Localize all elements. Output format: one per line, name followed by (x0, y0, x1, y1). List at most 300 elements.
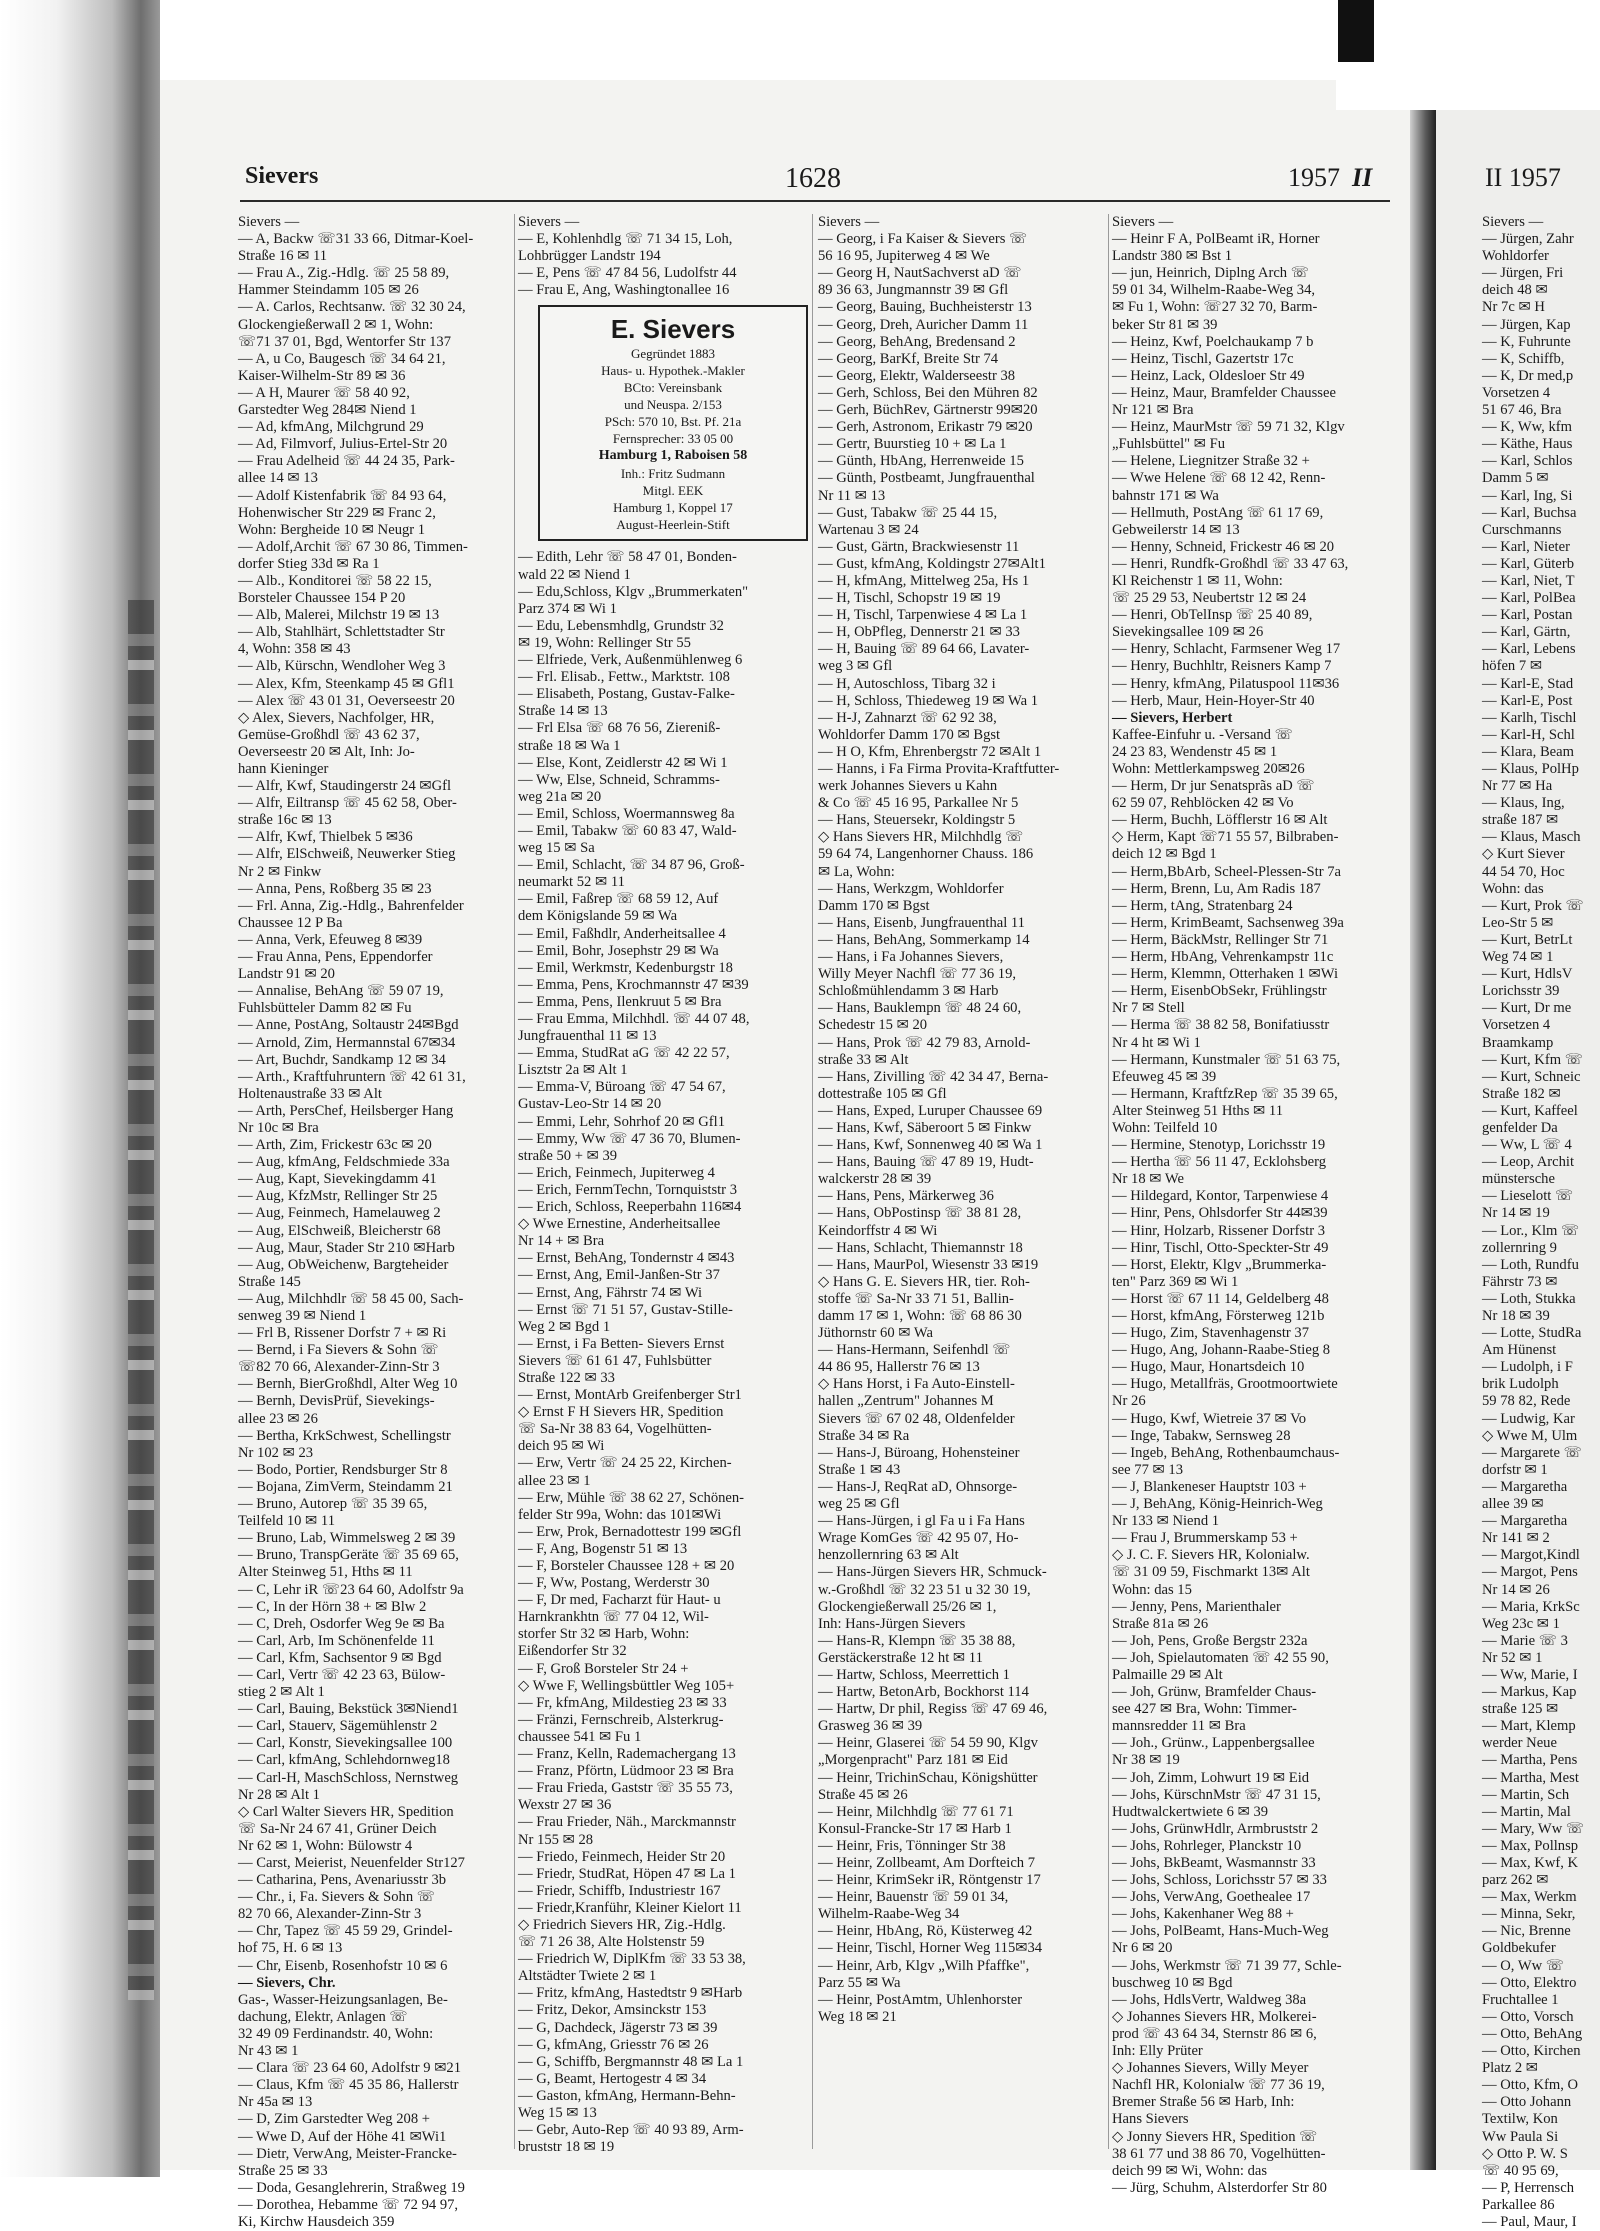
directory-entry-line: — Edith, Lehr ☏ 58 47 01, Bonden- (518, 549, 737, 566)
directory-entry-line: Alter Steinweg 51, Hths ✉ 11 (238, 1564, 413, 1581)
directory-column-3 (818, 214, 1112, 2169)
directory-entry-line: — Loth, Stukka (1482, 1290, 1576, 1307)
directory-entry-line: Weg 74 ✉ 1 (1482, 949, 1554, 966)
directory-entry-line: Lisztstr 2a ✉ Alt 1 (518, 1062, 628, 1079)
directory-entry-line: — Joh, Spielautomaten ☏ 42 55 90, (1112, 1649, 1329, 1666)
directory-entry-line: — Alfr, ElSchweiß, Neuwerker Stieg (238, 846, 456, 863)
directory-entry-line: — Hartw, Dr phil, Regiss ☏ 47 69 46, (818, 1701, 1048, 1718)
directory-entry-line: Hohenwischer Str 229 ✉ Franc 2, (238, 504, 436, 521)
directory-entry-line: — Bruno, Autorep ☏ 35 39 65, (238, 1496, 428, 1513)
directory-entry-line: — Loth, Rundfu (1482, 1256, 1579, 1273)
directory-entry-line: „Morgenpracht" Parz 181 ✉ Eid (818, 1752, 1008, 1769)
directory-entry-line: — Klaus, PolHp (1482, 761, 1579, 777)
directory-entry-line: — Carl, Bauing, Bekstück 3✉Niend1 (238, 1701, 459, 1718)
directory-entry-line: Straße 34 ✉ Ra (818, 1427, 910, 1444)
directory-entry-line: — Emma, Pens, Ilenkruut 5 ✉ Bra (518, 993, 722, 1010)
directory-entry-line: — Bernd, i Fa Sievers & Sohn ☏ (238, 1342, 439, 1359)
directory-entry-line: — K, Dr med,p (1482, 367, 1574, 384)
directory-entry-line: — Georg, Dreh, Auricher Damm 11 (818, 316, 1029, 333)
directory-entry-line: — Max, Werkm (1482, 1889, 1577, 1906)
directory-entry-line: ☏ 71 26 38, Alte Holstenstr 59 (518, 1934, 705, 1951)
directory-entry-line: Nr 4 ht ✉ Wi 1 (1112, 1034, 1201, 1051)
directory-entry-line: — Georg H, NautSachverst aD ☏ (818, 265, 1022, 282)
directory-entry-line: straße 50 + ✉ 39 (518, 1147, 618, 1164)
directory-entry-line: Schloßmühlendamm 3 ✉ Harb (818, 983, 999, 1000)
directory-entry-line: Wohn: Bergheide 10 ✉ Neugr 1 (238, 521, 426, 538)
directory-entry-line: Eißendorfer Str 32 (518, 1643, 627, 1660)
directory-entry-line: straße 16c ✉ 13 (238, 812, 332, 829)
directory-entry-line: — Leop, Archit (1482, 1154, 1575, 1171)
directory-entry-line: weg 3 ✉ Gfl (818, 658, 893, 675)
directory-entry-line: Nr 6 ✉ 20 (1112, 1940, 1173, 1957)
directory-entry-line: — F, Ww, Postang, Werderstr 30 (518, 1575, 710, 1592)
directory-entry-line: — Karl, Gärtn, (1482, 624, 1571, 641)
directory-entry-line: Weg 18 ✉ 21 (818, 2008, 897, 2025)
column-separator (812, 214, 813, 2149)
page-header-name: Sievers (245, 163, 319, 189)
directory-entry-line: — Karl, Ing, Si (1482, 487, 1573, 504)
directory-entry-line: 56 16 95, Jupiterweg 4 ✉ We (818, 248, 990, 265)
directory-entry-line: — Martin, Sch (1482, 1786, 1570, 1803)
directory-entry-line: — Jürgen, Zahr (1482, 231, 1574, 248)
directory-entry-line: Schedestr 15 ✉ 20 (818, 1017, 928, 1034)
directory-entry-line: Wohn: das 15 (1112, 1581, 1192, 1598)
directory-entry-line: Nr 133 ✉ Niend 1 (1112, 1513, 1220, 1530)
directory-entry-line: — Johs, PolBeamt, Hans-Much-Weg (1112, 1923, 1329, 1940)
directory-entry-line: beker Str 81 ✉ 39 (1112, 316, 1218, 333)
directory-entry-line: ◇ Johannes Sievers, Willy Meyer (1112, 2060, 1309, 2077)
directory-entry-line: Nr 45a ✉ 13 (238, 2094, 313, 2111)
directory-entry-line: ◇ Wwe Ernestine, Anderheitsallee (518, 1216, 721, 1233)
directory-entry-line: Kaiser-Wilhelm-Str 89 ✉ 36 (238, 367, 406, 384)
directory-entry-line: — J, BehAng, König-Heinrich-Weg (1112, 1496, 1323, 1513)
ad-title: E. Sievers (610, 314, 736, 345)
directory-entry-line: — Hans, BehAng, Sommerkamp 14 (818, 931, 1030, 948)
directory-entry-line: — Fr, kfmAng, Mildestieg 23 ✉ 33 (518, 1694, 727, 1711)
directory-entry-line: — Frau J, Brummerskamp 53 + (1112, 1530, 1298, 1547)
directory-entry-line: Straße 45 ✉ 26 (818, 1786, 908, 1803)
directory-entry-line: Wohn: Mettlerkampsweg 20✉26 (1112, 761, 1305, 777)
directory-entry-line: — Hans, ObPostinsp ☏ 38 81 28, (818, 1205, 1022, 1222)
directory-entry-line: — Johs, GrünwHdlr, Armbruststr 2 (1112, 1820, 1319, 1837)
directory-entry-line: ◇ Kurt Siever (1482, 846, 1565, 863)
directory-entry-line: neumarkt 52 ✉ 11 (518, 874, 625, 891)
directory-entry-line: — Gust, Tabakw ☏ 25 44 15, (818, 504, 998, 521)
directory-entry-line: bahnstr 171 ✉ Wa (1112, 487, 1219, 504)
directory-entry-line: — Herm, Dr jur Senatsprãs aD ☏ (1112, 778, 1315, 795)
directory-entry-line: — Hans, Steuersekr, Koldingstr 5 (818, 812, 1016, 829)
directory-entry-line: — Erw, Vertr ☏ 24 25 22, Kirchen- (518, 1455, 732, 1472)
directory-entry-line: Leo-Str 5 ✉ (1482, 914, 1554, 931)
directory-entry-line: — Mart, Klemp (1482, 1718, 1576, 1735)
directory-entry-line: — Heinr, PostAmtm, Uhlenhorster (818, 1991, 1023, 2008)
directory-entry-line: Straße 122 ✉ 33 (518, 1369, 615, 1386)
directory-entry-line: straße 187 ✉ (1482, 812, 1559, 829)
directory-entry-line: — Margaretha (1482, 1513, 1568, 1530)
directory-entry-line: Sievers — (1482, 214, 1544, 230)
directory-entry-line: — Heinz, MaurMstr ☏ 59 71 32, Klgv (1112, 419, 1345, 436)
directory-entry-line: — Lieselott ☏ (1482, 1188, 1574, 1205)
directory-entry-line: Straße 182 ✉ (1482, 1085, 1561, 1102)
directory-entry-line: — Hans-J, ReqRat aD, Ohnsorge- (818, 1478, 1018, 1495)
directory-entry-line: Nr 28 ✉ Alt 1 (238, 1786, 320, 1803)
directory-entry-line: — C, In der Hörn 38 + ✉ Blw 2 (238, 1598, 427, 1615)
directory-entry-line: Sievers — (518, 214, 580, 230)
directory-entry-line: — Hans, MaurPol, Wiesenstr 33 ✉19 (818, 1256, 1039, 1273)
directory-entry-line: — Heinr, TrichinSchau, Königshütter (818, 1769, 1038, 1786)
directory-entry-line: — Doda, Gesanglehrerin, Straßweg 19 (238, 2179, 465, 2196)
directory-entry-line: 59 64 74, Langenhorner Chauss. 186 (818, 846, 1034, 863)
directory-entry-line: — P, Herrensch (1482, 2179, 1575, 2196)
ad-line: Haus- u. Hypothek.-Makler (601, 363, 745, 379)
directory-entry-line: mannsredder 11 ✉ Bra (1112, 1718, 1246, 1735)
directory-entry-line: Lohbrügger Landstr 194 (518, 248, 661, 265)
directory-entry-line: — Arnold, Zim, Hermannstal 67✉34 (238, 1034, 456, 1051)
directory-entry-line: damm 17 ✉ 1, Wohn: ☏ 68 86 30 (818, 1308, 1022, 1324)
directory-entry-line: Gebweilerstr 14 ✉ 13 (1112, 521, 1240, 538)
directory-entry-line: — H, Schloss, Thiedeweg 19 ✉ Wa 1 (818, 692, 1039, 709)
page-header-year (1288, 163, 1372, 193)
directory-entry-line: — Bernh, BierGroßhdl, Alter Weg 10 (238, 1376, 458, 1393)
directory-entry-line: ◇ Friedrich Sievers HR, Zig.-Hdlg. (518, 1916, 726, 1933)
directory-entry-line: — Emil, Schlacht, ☏ 34 87 96, Groß- (518, 857, 745, 874)
directory-entry-line: — Frau Frieda, Gaststr ☏ 35 55 73, (518, 1780, 733, 1797)
directory-entry-line: Sievekingsallee 109 ✉ 26 (1112, 624, 1264, 641)
directory-entry-line: Chaussee 12 P Ba (238, 914, 343, 931)
directory-entry-line: — Hermann, KraftfzRep ☏ 35 39 65, (1112, 1085, 1338, 1102)
directory-entry-line: — Hugo, Metallfräs, Grootmoortwiete (1112, 1376, 1338, 1393)
directory-entry-line: — Aug, kfmAng, Feldschmiede 33a (238, 1154, 450, 1171)
directory-entry-line: — Anne, PostAng, Soltaustr 24✉Bgd (238, 1017, 459, 1034)
directory-entry-line: — Gust, kfmAng, Koldingstr 27✉Alt1 (818, 555, 1046, 572)
directory-entry-line: Damm 5 ✉ (1482, 470, 1549, 487)
directory-entry-line: Hammer Steindamm 105 ✉ 26 (238, 282, 419, 299)
directory-entry-line: — Hans-Jürgen Sievers HR, Schmuck- (818, 1564, 1047, 1581)
directory-entry-line: — Karl-E, Post (1482, 692, 1573, 709)
directory-entry-line: — Alb., Konditorei ☏ 58 22 15, (238, 572, 432, 589)
directory-entry-line: — F, Borsteler Chaussee 128 + ✉ 20 (518, 1558, 735, 1574)
directory-entry-line: — Heinr, Bauenstr ☏ 59 01 34, (818, 1889, 1009, 1906)
directory-entry-line: Gerstäckerstraße 12 ht ✉ 11 (818, 1649, 983, 1666)
directory-entry-line: — Otto Johann (1482, 2094, 1572, 2111)
directory-entry-line: Wohldorfer Damm 170 ✉ Bgst (818, 726, 1001, 743)
directory-entry-line: 89 36 63, Jungmannstr 39 ✉ Gfl (818, 282, 1009, 299)
directory-entry-line: — Horst, kfmAng, Försterweg 121b (1112, 1308, 1325, 1324)
directory-entry-line: — Alb, Kürschn, Wendloher Weg 3 (238, 658, 446, 675)
directory-entry-line: — Karl-E, Stad (1482, 675, 1574, 692)
directory-entry-line: — Max, Kwf, K (1482, 1855, 1579, 1871)
directory-entry-line: Jungfrauenthal 11 ✉ 13 (518, 1028, 657, 1045)
directory-entry-line: ☏ Sa-Nr 38 83 64, Vogelhütten- (518, 1421, 712, 1438)
directory-entry-line: — Joh., Grünw., Lappenbergsallee (1112, 1735, 1315, 1752)
directory-entry-line: — Heinr, Glaserei ☏ 54 59 90, Klgv (818, 1735, 1038, 1752)
directory-entry-line: — Horst ☏ 67 11 14, Geldelberg 48 (1112, 1290, 1329, 1307)
directory-entry-line: — Marie ☏ 3 (1482, 1632, 1568, 1649)
directory-entry-line: — Ludwig, Kar (1482, 1410, 1575, 1427)
directory-entry-line: Parz 55 ✉ Wa (818, 1974, 901, 1991)
directory-entry-line: — Ernst, Ang, Emil-Janßen-Str 37 (518, 1267, 720, 1284)
directory-entry-line: — Anna, Verk, Efeuweg 8 ✉39 (238, 931, 423, 948)
directory-entry-line: ☏ 25 29 53, Neubertstr 12 ✉ 24 (1112, 590, 1307, 607)
directory-entry-line: 32 49 09 Ferdinandstr. 40, Wohn: (238, 2025, 434, 2042)
directory-entry-line: Bremer Straße 56 ✉ Harb, Inh: (1112, 2094, 1295, 2111)
directory-entry-line: — Herm, HbAng, Vehrenkampstr 11c (1112, 949, 1334, 966)
directory-entry-line: deich 12 ✉ Bgd 1 (1112, 846, 1217, 863)
directory-entry-line: — Frau Frieder, Näh., Marckmannstr (518, 1814, 736, 1831)
directory-entry-line: — Frau E, Ang, Washingtonallee 16 (518, 282, 730, 299)
top-margin (1336, 0, 1600, 110)
directory-entry-line: — Emil, Faßhdlr, Anderheitsallee 4 (518, 925, 726, 942)
directory-entry-line: — Günth, Postbeamt, Jungfrauenthal (818, 470, 1035, 487)
directory-entry-line: — F, Ang, Bogenstr 51 ✉ 13 (518, 1540, 688, 1557)
directory-entry-line: Fruchtallee 1 (1482, 1991, 1559, 2008)
directory-entry-line: — K, Ww, kfm (1482, 419, 1572, 436)
directory-entry-line: — Erich, Schloss, Reeperbahn 116✉4 (518, 1199, 742, 1216)
directory-entry-line: — Ernst, i Fa Betten- Sievers Ernst (518, 1335, 725, 1352)
directory-entry-line: Goldbekufer (1482, 1940, 1556, 1957)
directory-entry-line: — Hans, Bauklempn ☏ 48 24 60, (818, 1000, 1022, 1017)
directory-entry-line: münstersche (1482, 1171, 1555, 1188)
directory-entry-line: dachung, Elektr, Anlagen ☏ (238, 2008, 408, 2025)
directory-entry-line: — Carl, Vertr ☏ 42 23 63, Bülow- (238, 1666, 446, 1683)
directory-entry-line: — H, Tischl, Tarpenwiese 4 ✉ La 1 (818, 607, 1028, 624)
directory-entry-line: Landstr 380 ✉ Bst 1 (1112, 248, 1233, 265)
directory-entry-line: — Helene, Liegnitzer Straße 32 + (1112, 453, 1310, 470)
directory-entry-line: parz 262 ✉ (1482, 1872, 1549, 1889)
directory-entry-line: Nr 18 ✉ We (1112, 1171, 1184, 1188)
directory-entry-line: — Georg, BehAng, Bredensand 2 (818, 333, 1016, 350)
directory-entry-line: — Sievers, Chr. (238, 1974, 336, 1991)
directory-entry-line: ten" Parz 369 ✉ Wi 1 (1112, 1273, 1239, 1290)
directory-entry-line: — Frl. Anna, Zig.-Hdlg., Bahrenfelder (238, 897, 464, 914)
directory-entry-line: — Bruno, TranspGeräte ☏ 35 69 65, (238, 1547, 459, 1564)
directory-entry-line: — Hartw, Schloss, Meerrettich 1 (818, 1666, 1010, 1683)
directory-entry-line: — F, Groß Borsteler Str 24 + (518, 1660, 689, 1677)
directory-entry-line: Weg 23c ✉ 1 (1482, 1615, 1560, 1632)
directory-entry-line: — Kurt, Schneic (1482, 1068, 1581, 1085)
directory-entry-line: — K, Schiffb, (1482, 350, 1565, 367)
directory-entry-line: Sievers ☏ 61 61 47, Fuhlsbütter (518, 1352, 712, 1369)
directory-entry-line: Palmaille 29 ✉ Alt (1112, 1666, 1223, 1683)
directory-entry-line: Hans Sievers (1112, 2111, 1189, 2128)
directory-entry-line: — Lotte, StudRa (1482, 1325, 1582, 1342)
directory-entry-line: Sievers — (238, 214, 300, 230)
directory-entry-line: — A, Backw ☏31 33 66, Ditmar-Koel- (238, 231, 474, 248)
directory-entry-line: Wohldorfer (1482, 248, 1549, 265)
directory-entry-line: — Fritz, kfmAng, Hastedtstr 9 ✉Harb (518, 1985, 743, 2002)
directory-entry-line: weg 25 ✉ Gfl (818, 1496, 900, 1513)
directory-entry-line: Sievers ☏ 67 02 48, Oldenfelder (818, 1410, 1015, 1427)
directory-entry-line: henzollernring 63 ✉ Alt (818, 1547, 959, 1564)
directory-entry-line: weg 15 ✉ Sa (518, 840, 595, 857)
directory-entry-line: Nr 62 ✉ 1, Wohn: Bülowstr 4 (238, 1837, 413, 1854)
directory-entry-line: — Alfr, Eiltransp ☏ 45 62 58, Ober- (238, 795, 457, 812)
directory-entry-line: 4, Wohn: 358 ✉ 43 (238, 641, 351, 658)
directory-entry-line: — Georg, i Fa Kaiser & Sievers ☏ (818, 231, 1028, 248)
directory-entry-line: — Arth, Zim, Frickestr 63c ✉ 20 (238, 1137, 432, 1154)
directory-entry-line: — Heinz, Lack, Oldesloer Str 49 (1112, 367, 1305, 384)
volume-text: II (1352, 163, 1373, 192)
directory-entry-line: Wohn: das (1482, 880, 1544, 897)
directory-entry-line: — Alb, Stahlhärt, Schlettstadter Str (238, 624, 445, 641)
directory-entry-line: — G, Beamt, Hertogestr 4 ✉ 34 (518, 2070, 707, 2087)
directory-entry-line: — Carl, Konstr, Sievekingsallee 100 (238, 1735, 453, 1752)
directory-entry-line: & Co ☏ 45 16 95, Parkallee Nr 5 (818, 795, 1019, 812)
directory-entry-line: — Hans, Pens, Märkerweg 36 (818, 1188, 994, 1205)
directory-entry-line: deich 48 ✉ (1482, 282, 1548, 299)
directory-entry-line: — Bertha, KrkSchwest, Schellingstr (238, 1427, 451, 1444)
directory-entry-line: — Minna, Sekr, (1482, 1906, 1576, 1923)
directory-entry-line: ◇ Hans Sievers HR, Milchhdlg ☏ (818, 829, 1024, 846)
directory-entry-line: — Hans-J, Büroang, Hohensteiner (818, 1444, 1020, 1461)
directory-entry-line: ✉ 19, Wohn: Rellinger Str 55 (518, 634, 691, 651)
directory-entry-line: — Kurt, Kaffeel (1482, 1102, 1578, 1119)
directory-entry-line: werk Johannes Sievers u Kahn (818, 778, 998, 795)
directory-entry-line: — H, Tischl, Schopstr 19 ✉ 19 (818, 590, 1001, 607)
directory-entry-line: — Hanns, i Fa Firma Provita-Kraftfutter- (818, 761, 1060, 777)
directory-entry-line: — Heinr, Arb, Klgv „Wilh Pfaffke", (818, 1957, 1030, 1974)
directory-entry-line: — Chr, Tapez ☏ 45 59 29, Grindel- (238, 1923, 453, 1940)
directory-entry-line: — Sievers, Herbert (1112, 709, 1233, 726)
directory-entry-line: Nr 14 + ✉ Bra (518, 1233, 605, 1250)
directory-entry-line: — Georg, Elektr, Walderseestr 38 (818, 367, 1016, 384)
directory-entry-line: — A H, Maurer ☏ 58 40 92, (238, 384, 410, 401)
directory-entry-line: storfer Str 32 ✉ Harb, Wohn: (518, 1626, 690, 1643)
directory-entry-line: — Erich, Feinmech, Jupiterweg 4 (518, 1164, 715, 1181)
directory-entry-line: ✉ Fu 1, Wohn: ☏27 32 70, Barm- (1112, 299, 1318, 316)
directory-entry-line: — Emil, Faßrep ☏ 68 59 12, Auf (518, 891, 719, 908)
gutter-spine-text (128, 600, 154, 2000)
directory-entry-line: felder Str 99a, Wohn: das 101✉Wi (518, 1506, 722, 1523)
directory-entry-line: — K, Fuhrunte (1482, 333, 1571, 350)
directory-entry-line: — Martin, Mal (1482, 1803, 1571, 1820)
directory-entry-line: zollernring 9 (1482, 1239, 1557, 1256)
directory-entry-line: Nr 38 ✉ 19 (1112, 1752, 1180, 1769)
directory-entry-line: — Margaretha (1482, 1478, 1568, 1495)
directory-entry-line: Sievers — (1112, 214, 1174, 230)
top-edge-shadow (1338, 0, 1374, 62)
directory-entry-line: — Hermine, Stenotyp, Lorichsstr 19 (1112, 1137, 1326, 1154)
directory-entry-line: — Hartw, BetonArb, Bockhorst 114 (818, 1684, 1029, 1701)
directory-entry-line: — Friedr, Schiffb, Industriestr 167 (518, 1882, 721, 1899)
directory-entry-line: Jüthornstr 60 ✉ Wa (818, 1325, 933, 1342)
directory-entry-line: — Joh, Grünw, Bramfelder Chaus- (1112, 1684, 1317, 1701)
directory-entry-line: — Chr., i, Fa. Sievers & Sohn ☏ (238, 1889, 436, 1906)
directory-entry-line: Parz 374 ✉ Wi 1 (518, 600, 617, 617)
directory-entry-line: walckerstr 28 ✉ 39 (818, 1171, 932, 1188)
directory-entry-line: 59 78 82, Rede (1482, 1393, 1571, 1410)
directory-entry-line: Willy Meyer Nachfl ☏ 77 36 19, (818, 966, 1017, 983)
directory-entry-line: — Alfr, Kwf, Staudingerstr 24 ✉Gfl (238, 778, 452, 795)
directory-entry-line: Straße 14 ✉ 13 (518, 703, 608, 720)
directory-entry-line: Nr 14 ✉ 26 (1482, 1581, 1550, 1598)
directory-entry-line: Oeverseestr 20 ✉ Alt, Inh: Jo- (238, 743, 415, 760)
directory-entry-line: — Mary, Ww ☏ (1482, 1820, 1585, 1837)
directory-entry-line: — Heinz, Tischl, Gazertstr 17c (1112, 350, 1294, 367)
directory-entry-line: Nr 7 ✉ Stell (1112, 1000, 1185, 1017)
directory-entry-line: Nr 10c ✉ Bra (238, 1119, 319, 1136)
directory-entry-line: — Ad, kfmAng, Milchgrund 29 (238, 419, 424, 436)
directory-entry-line: 24 23 83, Wendenstr 45 ✉ 1 (1112, 743, 1278, 760)
directory-entry-line: — Ernst, Ang, Fährstr 74 ✉ Wi (518, 1284, 703, 1301)
directory-entry-line: Wrage KomGes ☏ 42 95 07, Ho- (818, 1530, 1019, 1547)
directory-entry-line: Straße 25 ✉ 33 (238, 2162, 328, 2179)
directory-entry-line: — Margot,Kindl (1482, 1547, 1580, 1564)
directory-entry-line: — Friedr,Kranführ, Kleiner Kielort 11 (518, 1899, 742, 1916)
directory-entry-line: — Aug, Feinmech, Hamelauweg 2 (238, 1205, 441, 1222)
directory-entry-line: — Kurt, Dr me (1482, 1000, 1572, 1017)
directory-entry-line: — Annalise, BehAng ☏ 59 07 19, (238, 983, 444, 1000)
directory-entry-line: wald 22 ✉ Niend 1 (518, 566, 631, 583)
directory-entry-line: chaussee 541 ✉ Fu 1 (518, 1728, 642, 1745)
directory-entry-line: — Herm, tAng, Stratenbarg 24 (1112, 897, 1293, 914)
directory-entry-line: — Herm, BäckMstr, Rellinger Str 71 (1112, 931, 1329, 948)
directory-entry-line: Textilw, Kon (1482, 2111, 1558, 2128)
directory-entry-line: — Herm, Klemmn, Otterhaken 1 ✉Wi (1112, 966, 1339, 983)
directory-entry-line: — Carl, Kfm, Sachsentor 9 ✉ Bgd (238, 1649, 442, 1666)
directory-entry-line: — Hans, Prok ☏ 42 79 83, Arnold- (818, 1034, 1031, 1051)
directory-entry-line: 44 86 95, Hallerstr 76 ✉ 13 (818, 1359, 980, 1376)
directory-entry-line: — Johs, Kakenhaner Weg 88 + (1112, 1906, 1294, 1923)
directory-entry-line: — Erich, FernmTechn, Tornquiststr 3 (518, 1181, 737, 1198)
directory-entry-line: 59 01 34, Wilhelm-Raabe-Weg 34, (1112, 282, 1316, 299)
directory-entry-line: Vorsetzen 4 (1482, 1017, 1551, 1034)
directory-entry-line: see 77 ✉ 13 (1112, 1461, 1183, 1478)
directory-entry-line: — Emil, Werkmstr, Kedenburgstr 18 (518, 959, 733, 976)
directory-entry-line: — Joh, Zimm, Lohwurt 19 ✉ Eid (1112, 1769, 1310, 1786)
directory-entry-line: straße 33 ✉ Alt (818, 1051, 909, 1068)
directory-entry-line: — Hugo, Maur, Honartsdeich 10 (1112, 1359, 1305, 1376)
directory-entry-line: — Karl, Niet, T (1482, 572, 1575, 589)
directory-entry-line: — Ad, Filmvorf, Julius-Ertel-Str 20 (238, 436, 448, 453)
directory-entry-line: Fuhlsbütteler Damm 82 ✉ Fu (238, 1000, 412, 1017)
directory-entry-line: — Karl, Schlos (1482, 453, 1573, 470)
directory-entry-line: — Jürgen, Fri (1482, 265, 1564, 282)
directory-entry-line: ◇ Hans Horst, i Fa Auto-Einstell- (818, 1376, 1015, 1393)
directory-entry-line: — Frau Anna, Pens, Eppendorfer (238, 949, 433, 966)
directory-entry-line: — Franz, Pförtn, Lüdmoor 23 ✉ Bra (518, 1763, 734, 1780)
directory-entry-line: — Henry, kfmAng, Pilatuspool 11✉36 (1112, 675, 1340, 692)
directory-entry-line: — Alfr, Kwf, Thielbek 5 ✉36 (238, 829, 413, 846)
directory-entry-line: stieg 2 ✉ Alt 1 (238, 1684, 325, 1701)
directory-entry-line: — Hans, Kwf, Säberoort 5 ✉ Finkw (818, 1119, 1032, 1136)
directory-entry-line: — Herma ☏ 38 82 58, Bonifatiusstr (1112, 1017, 1330, 1034)
directory-entry-line: — Herm, Buchh, Löfflerstr 16 ✉ Alt (1112, 812, 1328, 829)
directory-entry-line: — A. Carlos, Rechtsanw. ☏ 32 30 24, (238, 299, 466, 316)
directory-entry-line: — H-J, Zahnarzt ☏ 62 92 38, (818, 709, 997, 726)
directory-entry-line: bruststr 18 ✉ 19 (518, 2139, 615, 2156)
directory-entry-line: allee 14 ✉ 13 (238, 470, 318, 487)
directory-entry-line: — Karl, PolBea (1482, 590, 1576, 607)
directory-entry-line: Garstedter Weg 284✉ Niend 1 (238, 402, 417, 419)
header-rule (240, 200, 1390, 202)
directory-entry-line: see 427 ✉ Bra, Wohn: Timmer- (1112, 1701, 1297, 1718)
directory-entry-line: Inh: Elly Prüter (1112, 2043, 1203, 2060)
directory-entry-line: — Otto, Kirchen (1482, 2043, 1581, 2060)
directory-entry-line: hann Kieninger (238, 761, 329, 777)
directory-entry-line: — Emmi, Lehr, Sohrhof 20 ✉ Gfl1 (518, 1113, 726, 1130)
directory-entry-line: — Wwe Helene ☏ 68 12 42, Renn- (1112, 470, 1326, 487)
directory-entry-line: Lorichsstr 39 (1482, 983, 1560, 1000)
directory-entry-line: — Jürgen, Kap (1482, 316, 1571, 333)
directory-entry-line: werder Neue (1482, 1735, 1557, 1752)
directory-entry-line: — Hugo, Ang, Johann-Raabe-Stieg 8 (1112, 1342, 1331, 1359)
ad-founded: Gegründet 1883 (630, 346, 716, 362)
directory-entry-line: — Friedrich W, DiplKfm ☏ 33 53 38, (518, 1951, 746, 1968)
directory-entry-line: — Hans, Eisenb, Jungfrauenthal 11 (818, 914, 1025, 931)
directory-entry-line: genfelder Da (1482, 1119, 1558, 1136)
directory-entry-line: — Chr, Eisenb, Rosenhofstr 10 ✉ 6 (238, 1957, 448, 1974)
